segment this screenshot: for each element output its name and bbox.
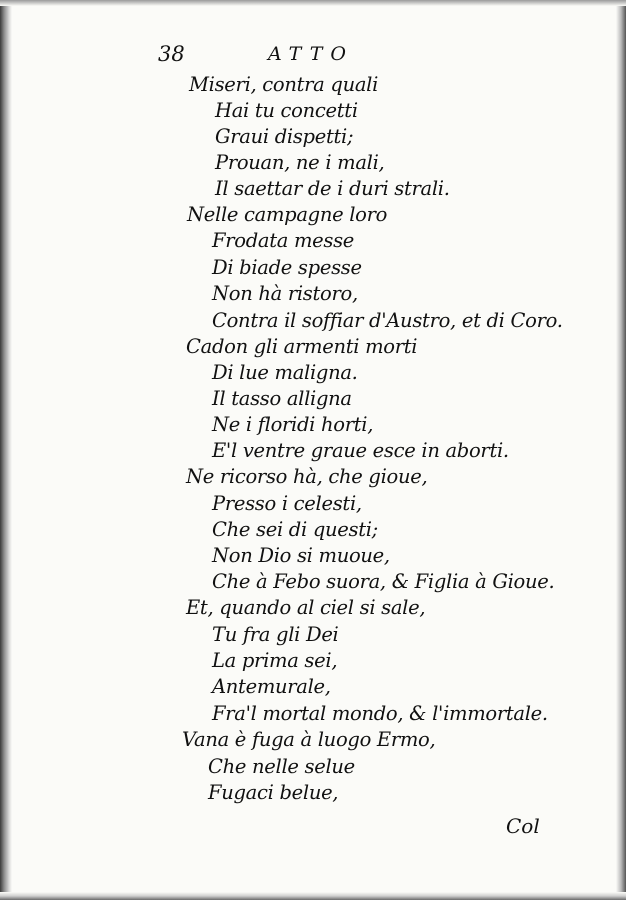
verse-line: Che nelle selue xyxy=(208,755,355,778)
verse-line: La prima sei, xyxy=(212,649,338,672)
page-binding-shadow xyxy=(0,0,12,900)
verse-line: Ne i floridi horti, xyxy=(212,413,374,436)
verse-line: Et, quando al ciel si sale, xyxy=(186,596,426,619)
page-top-shadow xyxy=(0,0,626,6)
verse-line: Fugaci belue, xyxy=(208,781,339,804)
verse-line: Non Dio si muoue, xyxy=(212,544,390,567)
verse-line: Fra'l mortal mondo, & l'immortale. xyxy=(212,702,548,725)
page-number: 38 xyxy=(158,42,185,66)
verse-line: Di lue maligna. xyxy=(212,361,358,384)
verse-line: Vana è fuga à luogo Ermo, xyxy=(182,728,436,751)
verse-line: Frodata messe xyxy=(212,229,355,252)
verse-line: E'l ventre graue esce in aborti. xyxy=(212,439,509,462)
verse-line: Che à Febo suora, & Figlia à Gioue. xyxy=(212,570,555,593)
verse-line: Hai tu concetti xyxy=(215,99,358,122)
verse-line: Non hà ristoro, xyxy=(212,282,358,305)
verse-line: Il saettar de i duri strali. xyxy=(215,177,450,200)
verse-line: Di biade spesse xyxy=(212,256,362,279)
verse-line: Prouan, ne i mali, xyxy=(215,151,385,174)
verse-line: Miseri, contra quali xyxy=(189,73,379,96)
verse-line: Antemurale, xyxy=(212,675,331,698)
verse-line: Contra il soffiar d'Austro, et di Coro. xyxy=(212,309,563,332)
verse-line: Graui dispetti; xyxy=(215,125,354,148)
verse-line: Che sei di questi; xyxy=(212,518,378,541)
verse-line: Ne ricorso hà, che gioue, xyxy=(186,465,428,488)
verse-line: Nelle campagne loro xyxy=(187,203,388,226)
verse-line: Presso i celesti, xyxy=(212,492,362,515)
page-bottom-shadow xyxy=(0,892,626,900)
running-head: ATTO xyxy=(268,43,354,65)
catchword: Col xyxy=(506,814,540,838)
verse-line: Il tasso alligna xyxy=(212,387,352,410)
verse-line: Cadon gli armenti morti xyxy=(186,335,418,358)
verse-line: Tu fra gli Dei xyxy=(212,623,339,646)
page-edge-shadow xyxy=(616,0,626,900)
